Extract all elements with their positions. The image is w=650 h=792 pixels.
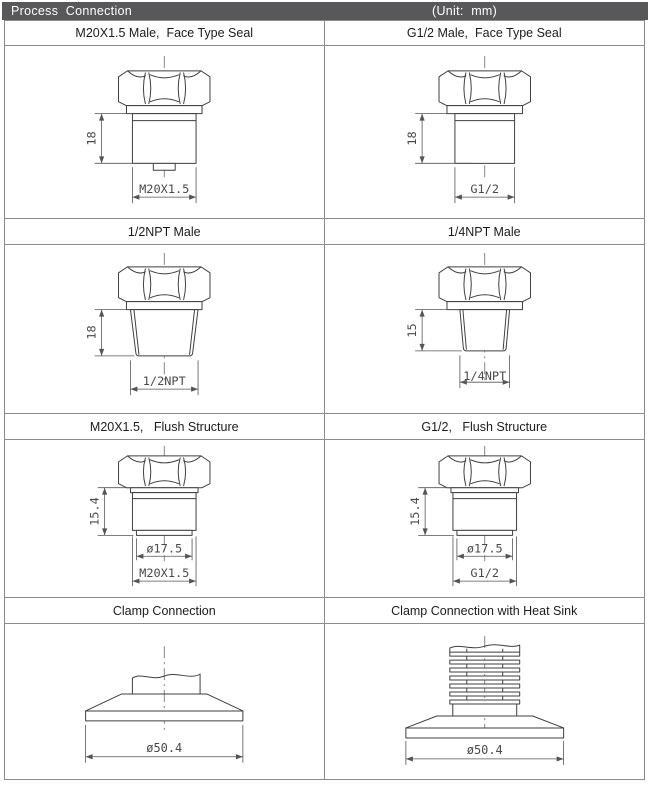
flush-diaphragm-lip (456, 530, 512, 535)
neck (450, 488, 518, 493)
header-title: Process Connection (11, 4, 133, 18)
height-dim-label: 15 (404, 323, 419, 338)
drawing-m20-flush (5, 440, 324, 597)
flange (126, 302, 202, 310)
flange (126, 106, 202, 114)
cell-title-g12-face-seal: G1/2 Male, Face Type Seal (325, 21, 645, 46)
height-dim-label: 18 (84, 325, 99, 340)
flange (446, 106, 522, 114)
drawing-m20-face-seal (5, 46, 324, 218)
drawing-g12-face-seal (325, 46, 645, 218)
neck (130, 488, 198, 493)
thread-dim-label: 1/4NPT (462, 369, 506, 384)
drawing-g12-flush (325, 440, 645, 597)
body-stub (132, 674, 200, 694)
drawing-cell (5, 440, 325, 598)
drawing-cell (5, 624, 325, 779)
cell-title-m20-face-seal: M20X1.5 Male, Face Type Seal (5, 21, 325, 46)
cell-title-14npt: 1/4NPT Male (325, 219, 645, 245)
header-unit: (Unit: mm) (432, 4, 498, 18)
diameter-dim-label: ø50.4 (146, 740, 183, 755)
drawing-cell (325, 440, 645, 598)
thread-dim-label: G1/2 (469, 566, 499, 581)
tapered-thread (459, 310, 509, 351)
diameter-dim-label: ø17.5 (146, 541, 183, 556)
drawing-14npt-male (325, 245, 645, 413)
cell-title-clamp: Clamp Connection (5, 598, 325, 624)
hex-head (119, 71, 210, 106)
drawing-cell (325, 46, 645, 219)
clamp-rim (86, 711, 243, 721)
drawing-cell (325, 245, 645, 414)
thread-dim-label: M20X1.5 (139, 566, 190, 581)
break-line (132, 674, 200, 678)
break-line (449, 645, 519, 652)
flush-diaphragm-lip (136, 530, 192, 535)
hex-head (439, 267, 530, 302)
cell-title-g12-flush: G1/2, Flush Structure (325, 414, 645, 440)
drawing-clamp-connection (5, 624, 324, 779)
tapered-thread (130, 310, 198, 356)
diaphragm-nub (153, 163, 175, 170)
height-dim-label: 15.4 (87, 497, 102, 526)
hex-head (119, 267, 210, 302)
height-dim-label: 18 (404, 131, 419, 146)
drawing-cell (5, 46, 325, 219)
diameter-dim-label: ø17.5 (466, 541, 503, 556)
cell-title-clamp-heatsink: Clamp Connection with Heat Sink (325, 598, 645, 624)
height-dim-label: 18 (84, 131, 99, 146)
connection-table (4, 20, 645, 780)
flange (446, 302, 522, 310)
hex-head (439, 456, 530, 488)
drawing-clamp-heatsink (325, 624, 645, 779)
header-bar (2, 2, 648, 20)
drawing-cell (325, 624, 645, 779)
cell-title-m20-flush: M20X1.5, Flush Structure (5, 414, 325, 440)
height-dim-label: 15.4 (407, 497, 422, 526)
heatsink-fins (449, 652, 519, 704)
diameter-dim-label: ø50.4 (466, 742, 503, 757)
base-block (452, 704, 516, 716)
hex-head (119, 456, 210, 488)
hex-head (439, 71, 530, 106)
thread-dim-label: G1/2 (469, 182, 499, 197)
cell-title-12npt: 1/2NPT Male (5, 219, 325, 245)
thread-dim-label: M20X1.5 (139, 182, 190, 197)
clamp-rim (405, 728, 563, 738)
thread-dim-label: 1/2NPT (142, 374, 186, 389)
drawing-12npt-male (5, 245, 324, 413)
drawing-cell (5, 245, 325, 414)
